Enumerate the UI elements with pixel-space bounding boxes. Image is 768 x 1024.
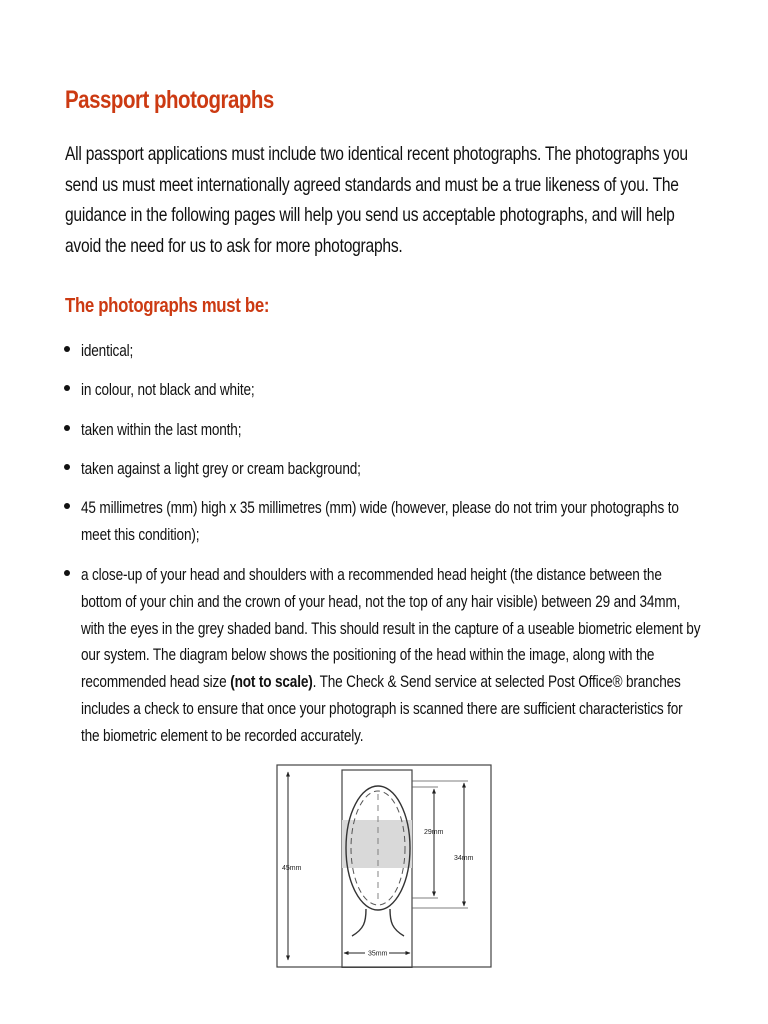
bullet-icon	[64, 464, 70, 470]
not-to-scale-emphasis: (not to scale)	[230, 672, 313, 692]
eye-band	[342, 820, 412, 868]
requirements-subheading: The photographs must be:	[65, 294, 270, 317]
bullet-icon	[64, 503, 70, 509]
bullet-icon	[64, 570, 70, 576]
list-item-text: taken within the last month;	[81, 420, 242, 439]
list-item-text: taken against a light grey or cream background;	[81, 459, 361, 478]
page-title: Passport photographs	[65, 86, 274, 114]
bullet-icon	[64, 425, 70, 431]
height-label: 45mm	[282, 865, 302, 872]
list-item-text	[81, 562, 701, 750]
list-item-text-part: a close-up of your head and shoulders with a recommended head height (the distance between the bottom of your chin and the crown of your head, not the top of any hair visible) between 29 and 34mm, with the eyes in the grey shaded band. This should result in the capture of a useable biometric element by our system. The diagram below shows the positioning of the head within the image, along with the recommended head size	[81, 565, 701, 692]
list-item-text: identical;	[81, 341, 134, 360]
intro-paragraph: All passport applications must include two identical recent photographs. The photographs you send us must meet internationally agreed standards and must be a true likeness of you. The guidance in the following pages will help you send us acceptable photographs, and will help avoid the need for us to ask for more photographs.	[65, 143, 688, 257]
list-item-text: 45 millimetres (mm) high x 35 millimetres (mm) wide (however, please do not trim your photographs to meet this condition);	[81, 498, 679, 544]
head-position-diagram	[276, 764, 492, 968]
list-item-text: in colour, not black and white;	[81, 380, 255, 399]
max-head-label: 34mm	[454, 855, 474, 862]
min-head-label: 29mm	[424, 829, 444, 836]
list-item-text-part: . The Check & Send service at selected Post Office® branches includes a check to ensure that once your photograph is scanned there are sufficient characteristics for the biometric element to be recorded accurately.	[81, 672, 683, 745]
bullet-icon	[64, 346, 70, 352]
width-label: 35mm	[368, 950, 388, 958]
bullet-icon	[64, 385, 70, 391]
